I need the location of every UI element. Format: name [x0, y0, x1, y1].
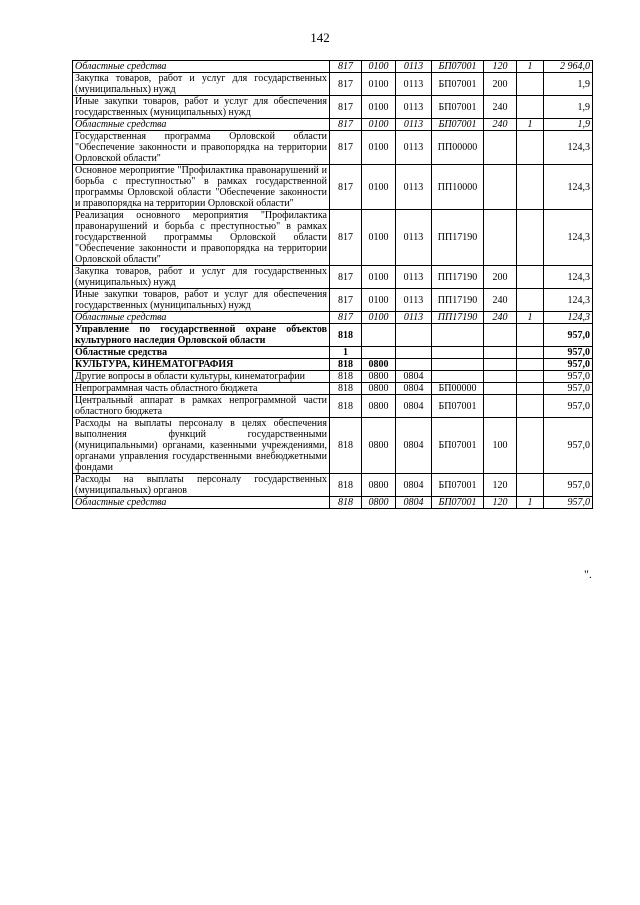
- cell-source: 1: [517, 61, 544, 73]
- cell-name: Закупка товаров, работ и услуг для государственных (муниципальных) нужд: [73, 266, 330, 289]
- cell-sum: 124,3: [544, 210, 593, 266]
- cell-target-article: ПП17190: [432, 266, 484, 289]
- cell-sum: 124,3: [544, 289, 593, 312]
- cell-sum: 957,0: [544, 497, 593, 509]
- cell-target-article: ПП17190: [432, 289, 484, 312]
- cell-sum: 124,3: [544, 266, 593, 289]
- cell-podrazdel: 0804: [396, 497, 432, 509]
- cell-source: [517, 347, 544, 359]
- cell-name: Областные средства: [73, 497, 330, 509]
- cell-sum: 957,0: [544, 347, 593, 359]
- cell-ved: 818: [330, 383, 362, 395]
- table-row: [73, 359, 593, 371]
- cell-target-article: ПП10000: [432, 165, 484, 210]
- cell-ved: 817: [330, 119, 362, 131]
- cell-ved: 817: [330, 165, 362, 210]
- cell-source: [517, 324, 544, 347]
- cell-target-article: БП07001: [432, 395, 484, 418]
- cell-expense-type: 120: [484, 474, 517, 497]
- cell-source: [517, 371, 544, 383]
- cell-target-article: ПП00000: [432, 131, 484, 165]
- cell-ved: 818: [330, 371, 362, 383]
- cell-name: Государственная программа Орловской области "Обеспечение законности и правопорядка на территории Орловской области": [73, 131, 330, 165]
- cell-sum: 957,0: [544, 383, 593, 395]
- table-row: [73, 395, 593, 418]
- cell-name: Иные закупки товаров, работ и услуг для обеспечения государственных (муниципальных) нужд: [73, 96, 330, 119]
- cell-sum: 2 964,0: [544, 61, 593, 73]
- cell-target-article: БП07001: [432, 61, 484, 73]
- cell-sum: 957,0: [544, 474, 593, 497]
- cell-source: 1: [517, 312, 544, 324]
- cell-expense-type: [484, 395, 517, 418]
- cell-target-article: БП00000: [432, 383, 484, 395]
- cell-podrazdel: 0113: [396, 266, 432, 289]
- cell-source: 1: [517, 497, 544, 509]
- cell-source: [517, 96, 544, 119]
- table-row: [73, 371, 593, 383]
- cell-name: Областные средства: [73, 312, 330, 324]
- cell-expense-type: [484, 347, 517, 359]
- cell-name: Другие вопросы в области культуры, кинематографии: [73, 371, 330, 383]
- cell-expense-type: [484, 383, 517, 395]
- cell-source: [517, 383, 544, 395]
- cell-name: Реализация основного мероприятия "Профилактика правонарушений и борьба с преступностью" в рамках государственной программы Орловской области "Обеспечение законности и правопорядка на территории Орловской области": [73, 210, 330, 266]
- cell-razdel: 0100: [362, 312, 396, 324]
- cell-target-article: БП07001: [432, 474, 484, 497]
- cell-sum: 1,9: [544, 119, 593, 131]
- cell-ved: 818: [330, 359, 362, 371]
- cell-source: [517, 210, 544, 266]
- cell-source: [517, 73, 544, 96]
- cell-sum: 957,0: [544, 324, 593, 347]
- cell-target-article: БП07001: [432, 418, 484, 474]
- cell-expense-type: 240: [484, 289, 517, 312]
- cell-podrazdel: 0804: [396, 474, 432, 497]
- cell-podrazdel: 0804: [396, 371, 432, 383]
- cell-ved: 818: [330, 497, 362, 509]
- table-row: [73, 165, 593, 210]
- cell-target-article: БП07001: [432, 73, 484, 96]
- cell-ved: 818: [330, 324, 362, 347]
- table-row: [73, 61, 593, 73]
- cell-podrazdel: 0113: [396, 73, 432, 96]
- table-row: [73, 474, 593, 497]
- cell-podrazdel: 0804: [396, 395, 432, 418]
- cell-ved: 817: [330, 289, 362, 312]
- cell-expense-type: [484, 210, 517, 266]
- cell-razdel: 0100: [362, 131, 396, 165]
- cell-podrazdel: 0113: [396, 61, 432, 73]
- cell-name: Закупка товаров, работ и услуг для государственных (муниципальных) нужд: [73, 73, 330, 96]
- cell-podrazdel: 0113: [396, 210, 432, 266]
- cell-podrazdel: [396, 324, 432, 347]
- cell-name: Иные закупки товаров, работ и услуг для обеспечения государственных (муниципальных) нужд: [73, 289, 330, 312]
- table-row: [73, 210, 593, 266]
- cell-ved: 817: [330, 96, 362, 119]
- cell-razdel: 0100: [362, 210, 396, 266]
- cell-expense-type: 120: [484, 61, 517, 73]
- page-number: 142: [310, 30, 330, 45]
- cell-razdel: 0100: [362, 96, 396, 119]
- cell-name: Управление по государственной охране объектов культурного наследия Орловской области: [73, 324, 330, 347]
- table-row: [73, 73, 593, 96]
- cell-name: КУЛЬТУРА, КИНЕМАТОГРАФИЯ: [73, 359, 330, 371]
- cell-name: Основное мероприятие "Профилактика правонарушений и борьба с преступностью" в рамках государственной программы Орловской области "Обеспечение законности и правопорядка на территории Орловской области": [73, 165, 330, 210]
- cell-sum: 957,0: [544, 359, 593, 371]
- table-row: [73, 497, 593, 509]
- table-row: [73, 347, 593, 359]
- table-row: [73, 266, 593, 289]
- cell-razdel: 0100: [362, 61, 396, 73]
- cell-razdel: 0800: [362, 497, 396, 509]
- cell-podrazdel: 0113: [396, 289, 432, 312]
- cell-podrazdel: 0113: [396, 131, 432, 165]
- cell-expense-type: [484, 371, 517, 383]
- cell-source: [517, 289, 544, 312]
- cell-razdel: 0100: [362, 165, 396, 210]
- cell-target-article: [432, 324, 484, 347]
- table-body: [73, 61, 593, 509]
- cell-target-article: БП07001: [432, 497, 484, 509]
- table-row: [73, 383, 593, 395]
- closing-quote-mark: ".: [584, 567, 592, 581]
- cell-podrazdel: [396, 347, 432, 359]
- cell-name: Областные средства: [73, 119, 330, 131]
- cell-expense-type: 200: [484, 266, 517, 289]
- cell-name: Областные средства: [73, 347, 330, 359]
- cell-ved: 1: [330, 347, 362, 359]
- cell-podrazdel: 0113: [396, 96, 432, 119]
- cell-razdel: 0800: [362, 359, 396, 371]
- cell-sum: 957,0: [544, 418, 593, 474]
- table-row: [73, 312, 593, 324]
- cell-source: [517, 266, 544, 289]
- cell-ved: 818: [330, 395, 362, 418]
- cell-target-article: ПП17190: [432, 312, 484, 324]
- cell-razdel: [362, 324, 396, 347]
- cell-ved: 817: [330, 131, 362, 165]
- budget-table: [72, 60, 593, 509]
- cell-ved: 818: [330, 474, 362, 497]
- cell-expense-type: 120: [484, 497, 517, 509]
- cell-razdel: [362, 347, 396, 359]
- cell-razdel: 0100: [362, 119, 396, 131]
- cell-podrazdel: 0804: [396, 418, 432, 474]
- cell-source: [517, 418, 544, 474]
- cell-sum: 957,0: [544, 371, 593, 383]
- cell-target-article: БП07001: [432, 119, 484, 131]
- cell-sum: 124,3: [544, 131, 593, 165]
- cell-expense-type: 240: [484, 312, 517, 324]
- table-row: [73, 131, 593, 165]
- cell-expense-type: [484, 359, 517, 371]
- table-row: [73, 324, 593, 347]
- cell-podrazdel: 0113: [396, 312, 432, 324]
- cell-expense-type: 200: [484, 73, 517, 96]
- cell-target-article: [432, 359, 484, 371]
- cell-sum: 124,3: [544, 312, 593, 324]
- cell-expense-type: [484, 324, 517, 347]
- cell-target-article: [432, 347, 484, 359]
- cell-source: [517, 131, 544, 165]
- cell-sum: 1,9: [544, 96, 593, 119]
- cell-razdel: 0800: [362, 371, 396, 383]
- cell-ved: 817: [330, 266, 362, 289]
- cell-expense-type: [484, 131, 517, 165]
- table-row: [73, 418, 593, 474]
- cell-podrazdel: 0113: [396, 165, 432, 210]
- cell-ved: 817: [330, 312, 362, 324]
- cell-source: 1: [517, 119, 544, 131]
- cell-name: Центральный аппарат в рамках непрограммной части областного бюджета: [73, 395, 330, 418]
- table-row: [73, 289, 593, 312]
- cell-source: [517, 165, 544, 210]
- cell-name: Расходы на выплаты персоналу государственных (муниципальных) органов: [73, 474, 330, 497]
- cell-razdel: 0800: [362, 395, 396, 418]
- cell-ved: 817: [330, 73, 362, 96]
- cell-razdel: 0100: [362, 289, 396, 312]
- cell-target-article: [432, 371, 484, 383]
- cell-ved: 818: [330, 418, 362, 474]
- cell-source: [517, 359, 544, 371]
- cell-sum: 1,9: [544, 73, 593, 96]
- cell-ved: 817: [330, 61, 362, 73]
- cell-podrazdel: 0113: [396, 119, 432, 131]
- cell-razdel: 0800: [362, 418, 396, 474]
- cell-podrazdel: 0804: [396, 383, 432, 395]
- cell-target-article: БП07001: [432, 96, 484, 119]
- cell-razdel: 0800: [362, 474, 396, 497]
- table-row: [73, 96, 593, 119]
- cell-name: Расходы на выплаты персоналу в целях обеспечения выполнения функций государственными (муниципальными) органами, казенными учреждениями, органами управления государственными внебюджетными фондами: [73, 418, 330, 474]
- cell-expense-type: 100: [484, 418, 517, 474]
- cell-ved: 817: [330, 210, 362, 266]
- cell-source: [517, 474, 544, 497]
- cell-sum: 124,3: [544, 165, 593, 210]
- cell-expense-type: 240: [484, 119, 517, 131]
- cell-name: Непрограммная часть областного бюджета: [73, 383, 330, 395]
- cell-source: [517, 395, 544, 418]
- cell-podrazdel: [396, 359, 432, 371]
- cell-target-article: ПП17190: [432, 210, 484, 266]
- cell-expense-type: [484, 165, 517, 210]
- cell-expense-type: 240: [484, 96, 517, 119]
- cell-name: Областные средства: [73, 61, 330, 73]
- cell-razdel: 0100: [362, 266, 396, 289]
- cell-sum: 957,0: [544, 395, 593, 418]
- table-row: [73, 119, 593, 131]
- cell-razdel: 0100: [362, 73, 396, 96]
- cell-razdel: 0800: [362, 383, 396, 395]
